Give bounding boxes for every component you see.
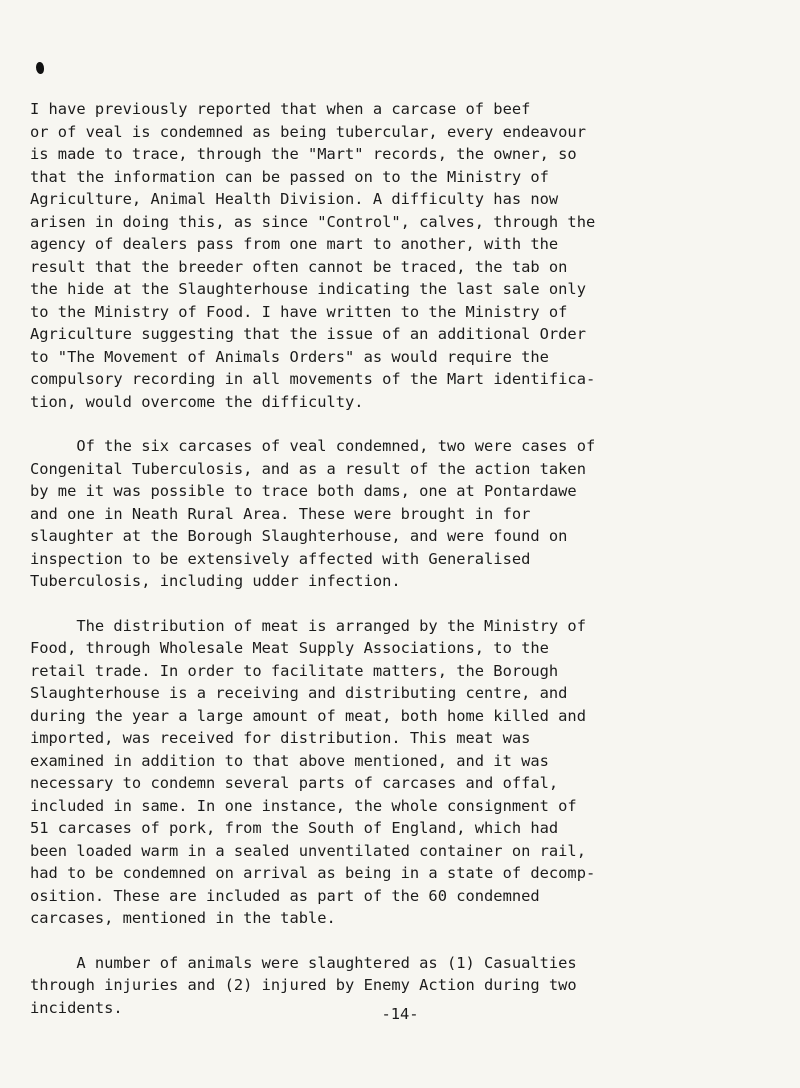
text-line: is made to trace, through the "Mart" records, the owner, so (30, 145, 577, 163)
text-line: Agriculture suggesting that the issue of an additional Order (30, 325, 586, 343)
text-line: The distribution of meat is arranged by the Ministry of (30, 616, 586, 635)
text-line: Slaughterhouse is a receiving and distributing centre, and (30, 684, 568, 702)
text-line: to "The Movement of Animals Orders" as would require the (30, 347, 549, 366)
page-number: -14- (381, 1005, 419, 1023)
text-line: A number of animals were slaughtered as (1) Casualties (30, 953, 577, 972)
text-line: arisen in doing this, as since "Control", calves, through the (30, 212, 596, 231)
ink-blot-mark (36, 62, 44, 74)
text-line: through injuries and (2) injured by Enemy Action during two (30, 976, 577, 994)
text-line: osition. These are included as part of the 60 condemned (30, 886, 540, 905)
report-body (30, 98, 800, 1019)
text-line: necessary to condemn several parts of carcases and offal, (30, 774, 559, 792)
text-line: retail trade. In order to facilitate matters, the Borough (30, 661, 559, 680)
text-line: 51 carcases of pork, from the South of England, which had (30, 819, 559, 837)
text-line: Tuberculosis, including udder infection. (30, 572, 401, 590)
text-line: Congenital Tuberculosis, and as a result of the action taken (30, 459, 586, 478)
text-line: the hide at the Slaughterhouse indicating the last sale only (30, 280, 586, 298)
text-line: imported, was received for distribution. This meat was (30, 729, 531, 747)
text-line: or of veal is condemned as being tubercular, every endeavour (30, 122, 586, 141)
text-line: Agriculture, Animal Health Division. A difficulty has now (30, 190, 559, 208)
paragraph-congenital-tuberculosis (30, 435, 800, 593)
text-line: Of the six carcases of veal condemned, two were cases of (30, 437, 596, 455)
text-line: inspection to be extensively affected with Generalised (30, 549, 531, 568)
text-line: had to be condemned on arrival as being in a state of decomp- (30, 864, 596, 882)
text-line: included in same. In one instance, the whole consignment of (30, 796, 577, 815)
text-line: by me it was possible to trace both dams, one at Pontardawe (30, 482, 577, 500)
text-line: Food, through Wholesale Meat Supply Associations, to the (30, 639, 549, 657)
text-line: during the year a large amount of meat, both home killed and (30, 706, 586, 725)
text-line: I have previously reported that when a carcase of beef (30, 100, 531, 118)
text-line: been loaded warm in a sealed unventilated container on rail, (30, 841, 586, 860)
text-line: and one in Neath Rural Area. These were brought in for (30, 504, 531, 523)
text-line: result that the breeder often cannot be traced, the tab on (30, 257, 568, 276)
text-line: slaughter at the Borough Slaughterhouse, and were found on (30, 527, 568, 545)
text-line: examined in addition to that above mentioned, and it was (30, 751, 549, 770)
text-line: that the information can be passed on to the Ministry of (30, 167, 549, 186)
text-line: to the Ministry of Food. I have written to the Ministry of (30, 302, 568, 321)
paragraph-meat-distribution (30, 615, 800, 930)
text-line: compulsory recording in all movements of the Mart identifica- (30, 370, 596, 388)
text-line: agency of dealers pass from one mart to another, with the (30, 235, 559, 253)
text-line: carcases, mentioned in the table. (30, 909, 336, 927)
paragraph-tubercular-tracing (30, 98, 800, 413)
text-line: incidents. (30, 998, 123, 1017)
text-line: tion, would overcome the difficulty. (30, 392, 364, 411)
